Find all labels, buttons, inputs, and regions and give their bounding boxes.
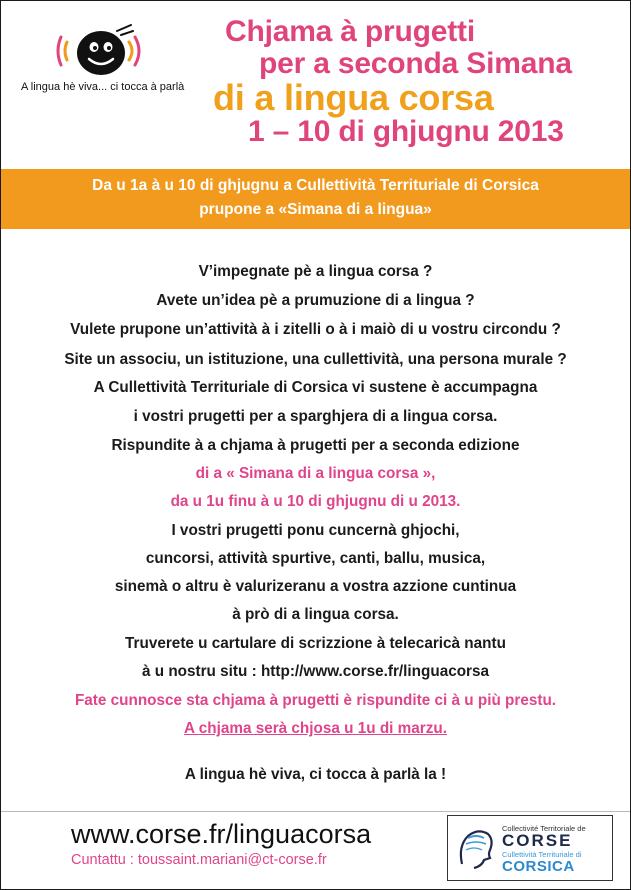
- collectivite-logo: [447, 815, 613, 881]
- body-line: A Cullettività Territuriale di Corsica vi sustene è accumpagna: [93, 379, 538, 396]
- website-line: à u nostru situ : http://www.corse.fr/linguacorsa: [141, 663, 490, 680]
- ct-label-co: Cullettività Territuriale di: [502, 850, 582, 859]
- body-line: V’impegnate pè a lingua corsa ?: [198, 263, 433, 280]
- band-line-1: Da u 1a à u 10 di ghjugnu a Cullettività Territuriale di Corsica: [92, 177, 539, 194]
- title-line-3: di a lingua corsa: [213, 77, 494, 118]
- body-line-highlight: Fate cunnosce sta chjama à prugetti è rispundite ci à u più prestu.: [74, 692, 557, 709]
- body-line: I vostri prugetti ponu cuncernà ghjochi,: [171, 522, 460, 539]
- body-line: sinemà o altru è valurizeranu a vostra azzione cuntinua: [114, 578, 517, 595]
- ct-label-fr: Collectivité Territoriale de: [502, 824, 586, 833]
- deadline-line: A chjama serà chjosa u 1u di marzu.: [184, 720, 447, 737]
- ct-name-fr: CORSE: [502, 831, 573, 850]
- footer-divider: [1, 811, 630, 812]
- body-line: à prò di a lingua corsa.: [232, 606, 399, 623]
- ct-name-co: CORSICA: [502, 858, 575, 875]
- closing-slogan: A lingua hè viva, ci tocca à parlà la !: [184, 766, 447, 783]
- footer-contact: Cuntattu : toussaint.mariani@ct-corse.fr: [71, 852, 327, 868]
- title-line-1: Chjama à prugetti: [225, 15, 475, 48]
- body-line: Vulete prupone un’attività à i zitelli o à i maiò di u vostru circondu ?: [70, 321, 561, 338]
- body-line: cuncorsi, attività spurtive, canti, ballu, musica,: [145, 550, 486, 567]
- lingua-logo: [21, 23, 191, 105]
- body-line-highlight: da u 1u finu à u 10 di ghjugnu di u 2013.: [170, 493, 461, 510]
- mascot-face-icon: [47, 23, 157, 81]
- corsica-head-icon: [454, 824, 498, 872]
- body-line: i vostri prugetti per a sparghjera di a lingua corsa.: [133, 408, 498, 425]
- band-line-2: prupone a «Simana di a lingua»: [199, 201, 432, 218]
- body-line: Truverete u cartulare di scrizzione à telecaricà nantu: [125, 635, 506, 652]
- title-line-2: per a seconda Simana: [259, 47, 572, 80]
- footer-url: www.corse.fr/linguacorsa: [71, 819, 372, 849]
- body-line: Site un associu, un istituzione, una cullettività, una persona murale ?: [64, 351, 567, 368]
- body-line-highlight: di a « Simana di a lingua corsa »,: [195, 465, 436, 482]
- body-line: Rispundite à a chjama à prugetti per a seconda edizione: [111, 437, 520, 454]
- title-dates: 1 – 10 di ghjugnu 2013: [248, 115, 564, 148]
- announcement-band: [1, 169, 630, 229]
- logo-tagline: A lingua hè viva... ci tocca à parlà: [21, 81, 185, 93]
- body-line: Avete un’idea pè a prumuzione di a lingua ?: [156, 292, 475, 309]
